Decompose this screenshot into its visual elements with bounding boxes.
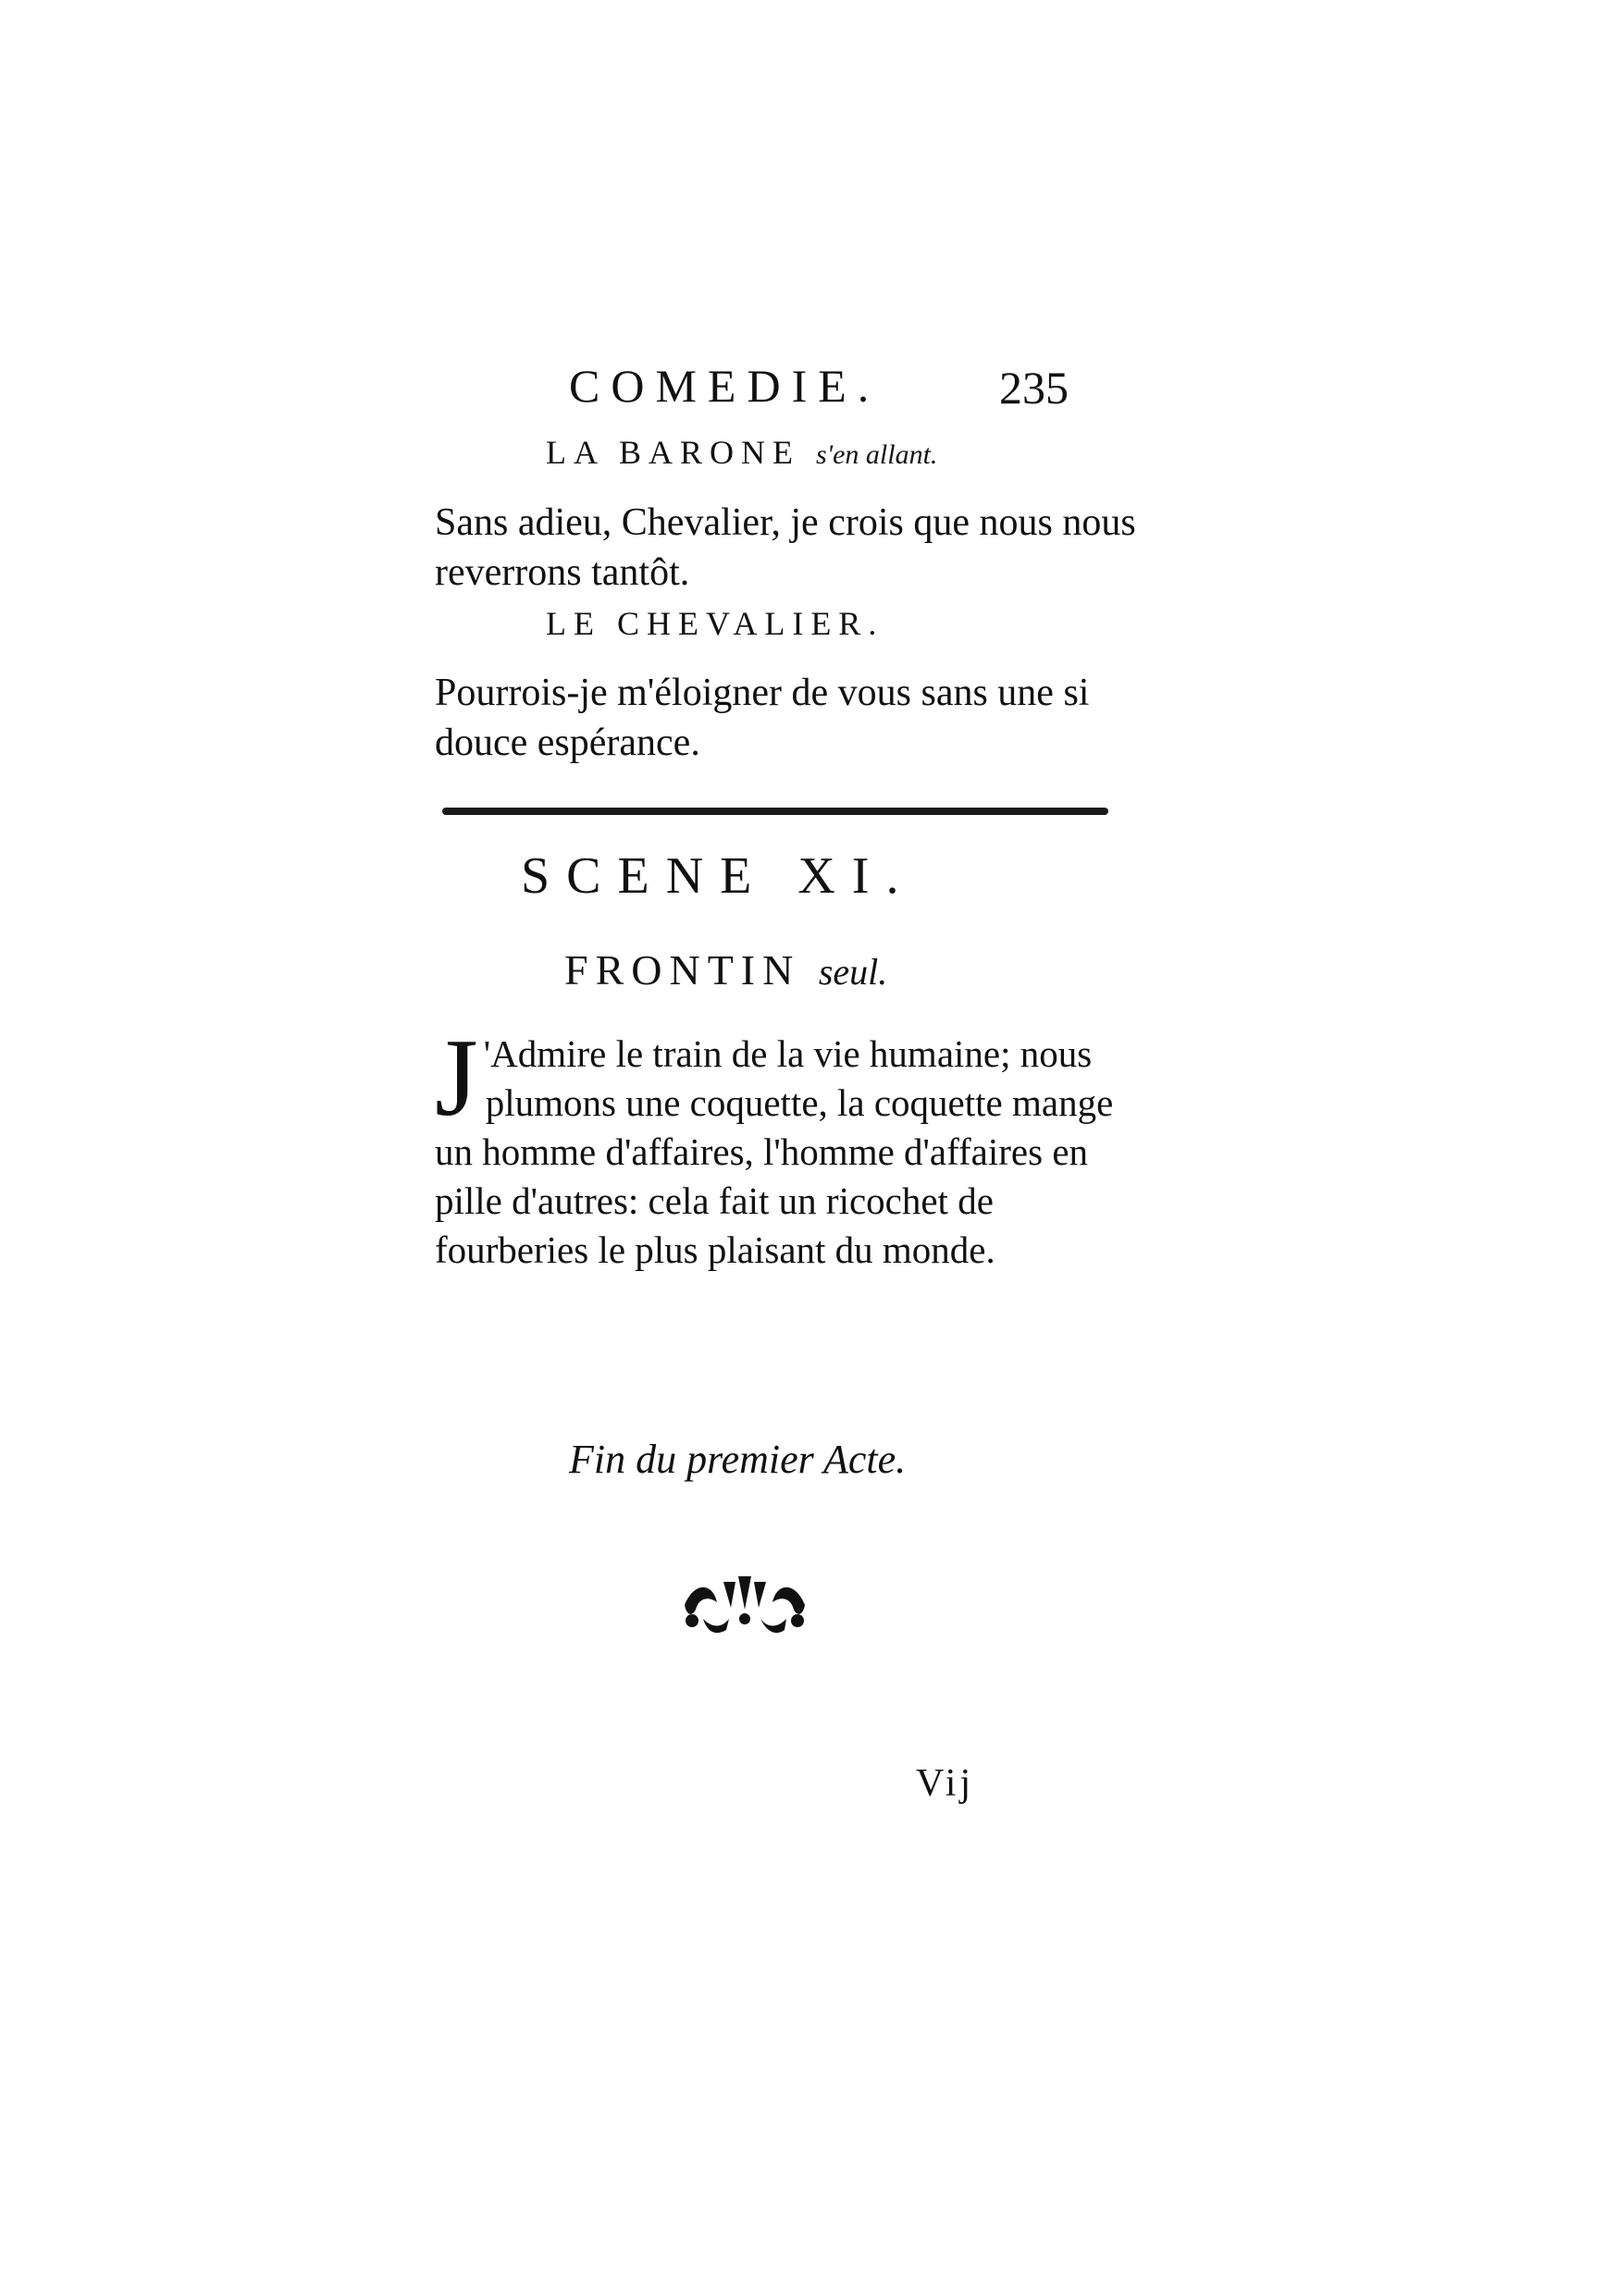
act-end-note: Fin du premier Acte. bbox=[569, 1437, 907, 1482]
scene-heading: SCENE XI. bbox=[521, 847, 916, 905]
monologue-speaker-label bbox=[564, 945, 887, 994]
floral-ornament-icon bbox=[675, 1563, 814, 1637]
speaker-name: LA BARONE bbox=[546, 434, 801, 471]
stage-direction: seul. bbox=[818, 951, 888, 993]
stage-direction: s'en allant. bbox=[816, 439, 938, 470]
speaker-label-barone bbox=[546, 433, 937, 472]
monologue-text bbox=[435, 1016, 1138, 1275]
page-running-title: COMEDIE. bbox=[569, 360, 881, 412]
speaker-name: FRONTIN bbox=[564, 946, 801, 994]
monologue-body: 'Admire le train de la vie humaine; nous plumons une coquette, la coquette mange un homme d'affaires, l'homme d'affaires en pille d'autres: cela fait un ricochet de fourberies le plus plaisant du monde. bbox=[435, 1032, 1114, 1271]
dialogue-barone: Sans adieu, Chevalier, je crois que nous nous reverrons tantôt. bbox=[435, 501, 1136, 594]
section-divider bbox=[442, 808, 1108, 815]
dialogue-chevalier: Pourrois-je m'éloigner de vous sans une si douce espérance. bbox=[435, 672, 1090, 764]
speaker-label-chevalier: LE CHEVALIER. bbox=[546, 605, 884, 642]
signature-mark: Vij bbox=[916, 1762, 975, 1805]
drop-cap: J bbox=[435, 1016, 478, 1139]
page-number: 235 bbox=[999, 362, 1069, 414]
